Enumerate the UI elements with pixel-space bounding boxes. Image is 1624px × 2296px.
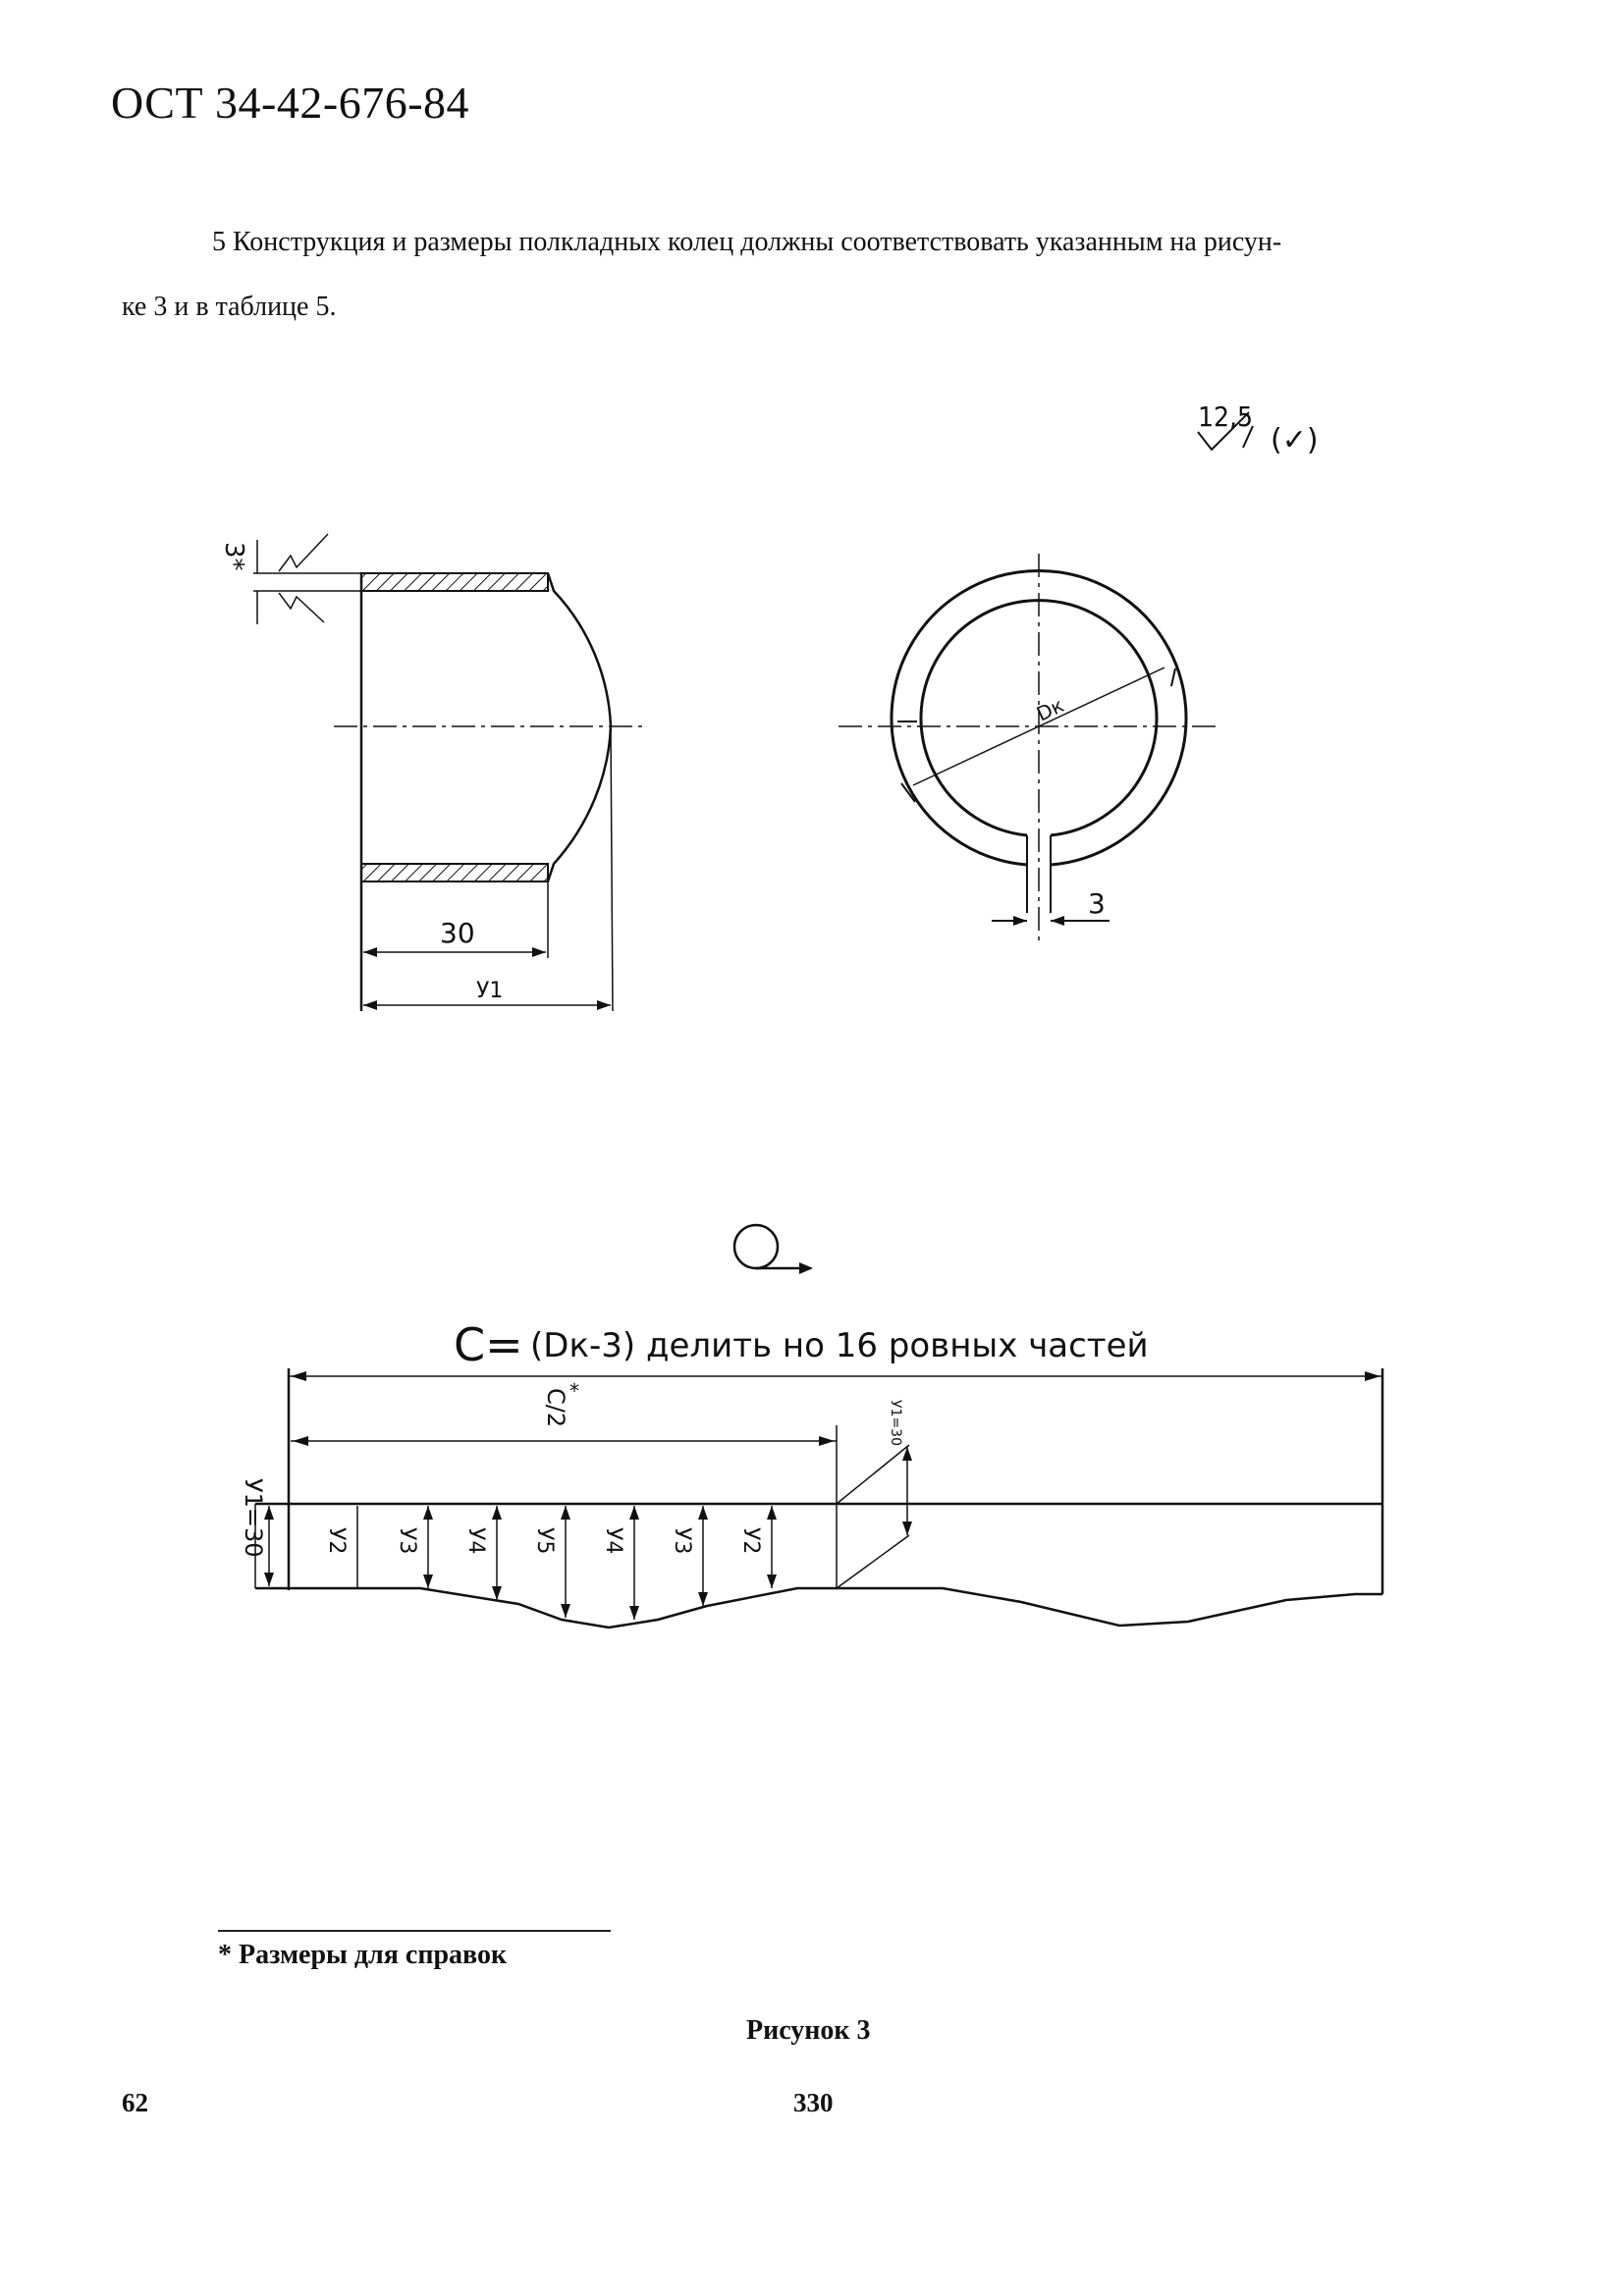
segment-label-6: У3 — [670, 1527, 694, 1555]
segment-dimensions — [357, 1506, 777, 1620]
y1-label: У1 — [476, 979, 504, 1003]
footnote-rule — [218, 1930, 611, 1932]
y1-right-label: У1=30 — [888, 1400, 903, 1446]
roughness-symbol — [1178, 393, 1394, 461]
development-drawing — [196, 1315, 1434, 1649]
development-view-symbol — [717, 1217, 825, 1286]
formula-c: C= — [454, 1318, 523, 1371]
diameter-label: Dк — [1032, 693, 1068, 726]
roughness-paren-symbol: (✓) — [1271, 423, 1319, 457]
thickness-label: 3* — [219, 542, 248, 571]
segment-label-5: У4 — [601, 1527, 625, 1555]
ring-view-drawing — [825, 540, 1237, 952]
footnote: * Размеры для справок — [218, 1940, 508, 1970]
page-number-left: 62 — [122, 2088, 148, 2117]
half-star: * — [569, 1379, 579, 1403]
segment-label-3: У4 — [463, 1527, 488, 1555]
segment-label-2: У3 — [395, 1527, 419, 1555]
document-code: ОСТ 34-42-676-84 — [111, 78, 470, 128]
segment-label-1: У2 — [324, 1527, 349, 1555]
y1-left-label: У1=30 — [240, 1478, 267, 1558]
body-paragraph — [122, 210, 1516, 340]
page-number-center: 330 — [793, 2088, 834, 2117]
segment-label-4: У5 — [532, 1527, 557, 1555]
segment-label-7: У2 — [738, 1527, 763, 1555]
paragraph-line-1: 5 Конструкция и размеры полкладных колец должны соответствовать указанным на рисун- — [212, 227, 1282, 257]
gap-label: 3 — [1088, 887, 1106, 920]
roughness-value: 12,5 — [1198, 400, 1254, 433]
paragraph-line-2: ке 3 и в таблице 5. — [122, 292, 337, 322]
section-view-drawing — [196, 520, 687, 1031]
width-label: 30 — [440, 917, 475, 949]
formula-rest: (Dк-3) делить но 16 ровных частей — [530, 1326, 1149, 1365]
figure-caption: Рисунок 3 — [746, 2015, 871, 2046]
half-label: C/2 — [542, 1388, 569, 1428]
